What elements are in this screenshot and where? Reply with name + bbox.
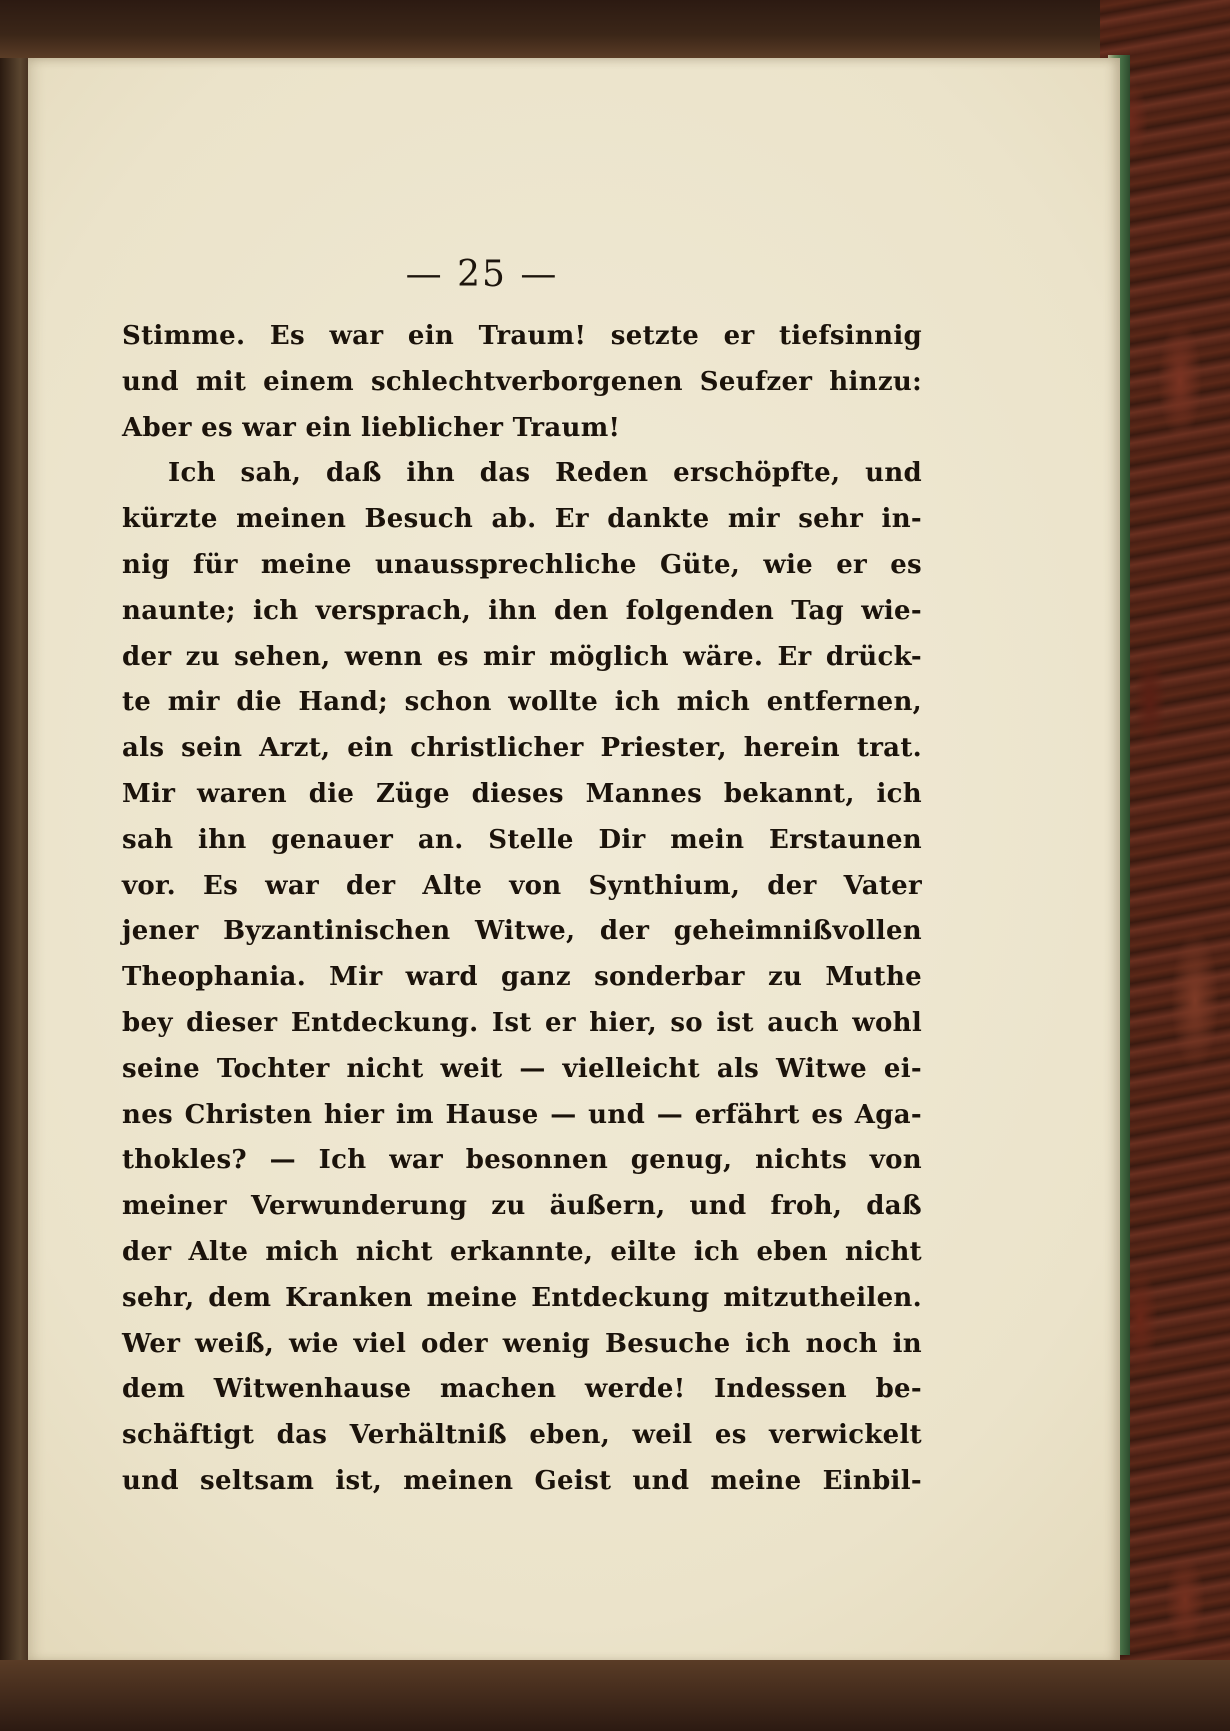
text-line: Theophania. Mir ward ganz sonderbar zu Muthe [122, 962, 922, 993]
facing-page-edge [0, 0, 1230, 58]
text-line: und seltsam ist, meinen Geist und meine Einbil- [122, 1465, 922, 1496]
text-line: seine Tochter nicht weit — vielleicht als Witwe ei- [122, 1053, 922, 1084]
text-line: te mir die Hand; schon wollte ich mich entfernen, [122, 687, 922, 718]
text-line: vor. Es war der Alte von Synthium, der Vater [122, 870, 922, 901]
text-line: schäftigt das Verhältniß eben, weil es verwickelt [122, 1420, 922, 1451]
text-line: Stimme. Es war ein Traum! setzte er tiefsinnig [122, 321, 922, 351]
text-line: sah ihn genauer an. Stelle Dir mein Erstaunen [122, 824, 922, 855]
text-line: Ich sah, daß ihn das Reden erschöpfte, und [168, 458, 922, 489]
text-line: Aber es war ein lieblicher Traum! [122, 412, 621, 443]
text-line: sehr, dem Kranken meine Entdeckung mitzutheilen. [122, 1282, 922, 1313]
text-line: der zu sehen, wenn es mir möglich wäre. Er drück- [122, 641, 922, 672]
body-text [122, 314, 922, 1505]
page-number: — 25 — [405, 254, 559, 295]
text-line: nes Christen hier im Hause — und — erfährt es Aga- [122, 1099, 922, 1130]
text-line: thokles? — Ich war besonnen genug, nichts von [122, 1145, 922, 1176]
book-page [28, 58, 1120, 1663]
text-line: dem Witwenhause machen werde! Indessen be- [122, 1374, 922, 1405]
bottom-edge [0, 1660, 1230, 1731]
text-line: als sein Arzt, ein christlicher Priester, herein trat. [122, 733, 922, 764]
text-line: jener Byzantinischen Witwe, der geheimnißvollen [122, 916, 922, 947]
text-line: naunte; ich versprach, ihn den folgenden Tag wie- [122, 595, 922, 626]
text-line: meiner Verwunderung zu äußern, und froh, daß [122, 1191, 922, 1222]
text-line: der Alte mich nicht erkannte, eilte ich eben nicht [122, 1236, 922, 1267]
text-line: Wer weiß, wie viel oder wenig Besuche ich noch in [122, 1328, 922, 1359]
text-line: und mit einem schlechtverborgenen Seufzer hinzu: [122, 366, 922, 397]
text-line: nig für meine unaussprechliche Güte, wie er es [122, 549, 922, 580]
text-line: kürzte meinen Besuch ab. Er dankte mir sehr in- [122, 504, 922, 535]
text-line: bey dieser Entdeckung. Ist er hier, so ist auch wohl [122, 1007, 922, 1038]
text-line: Mir waren die Züge dieses Mannes bekannt, ich [122, 778, 922, 809]
